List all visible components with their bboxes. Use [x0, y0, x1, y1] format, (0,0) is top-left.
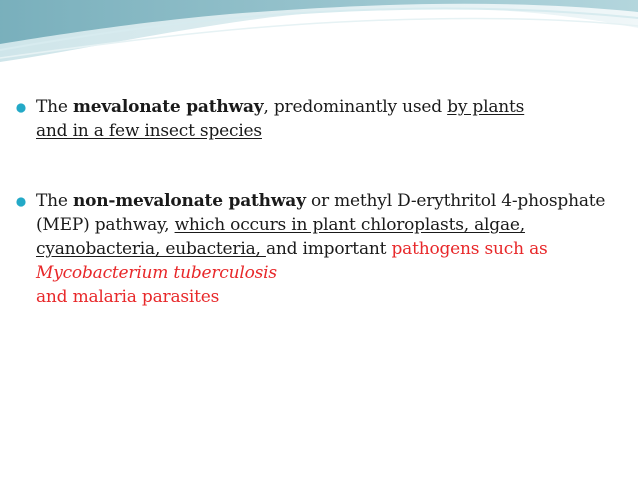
text-segment: , predominantly used: [263, 97, 448, 117]
text-segment: and important: [265, 239, 392, 259]
underlined-text: which occurs in plant chloroplasts, algae, cyanobacteria, eubacteria,: [36, 215, 525, 259]
term-non-mevalonate-pathway: non-mevalonate pathway: [72, 191, 306, 211]
species-name: Mycobacterium tuberculosis: [36, 263, 277, 283]
underlined-text: by plants: [447, 97, 525, 117]
highlighted-text: and malaria parasites: [36, 287, 220, 307]
bullet-item-mevalonate: [16, 95, 616, 143]
bullet-item-non-mevalonate: [16, 189, 616, 309]
text-segment: The: [36, 191, 73, 211]
bullet-text: [36, 95, 616, 143]
highlighted-text: pathogens such as: [391, 239, 548, 259]
term-mevalonate-pathway: mevalonate pathway: [72, 97, 264, 117]
bullet-text: [36, 189, 616, 309]
underlined-text: and in a few insect species: [36, 121, 262, 141]
text-segment: or methyl D-erythritol 4-phosphate (MEP) pathway,: [36, 191, 606, 235]
bullet-disc-icon: [16, 197, 26, 207]
text-segment: The: [36, 97, 73, 117]
bullet-disc-icon: [16, 103, 26, 113]
